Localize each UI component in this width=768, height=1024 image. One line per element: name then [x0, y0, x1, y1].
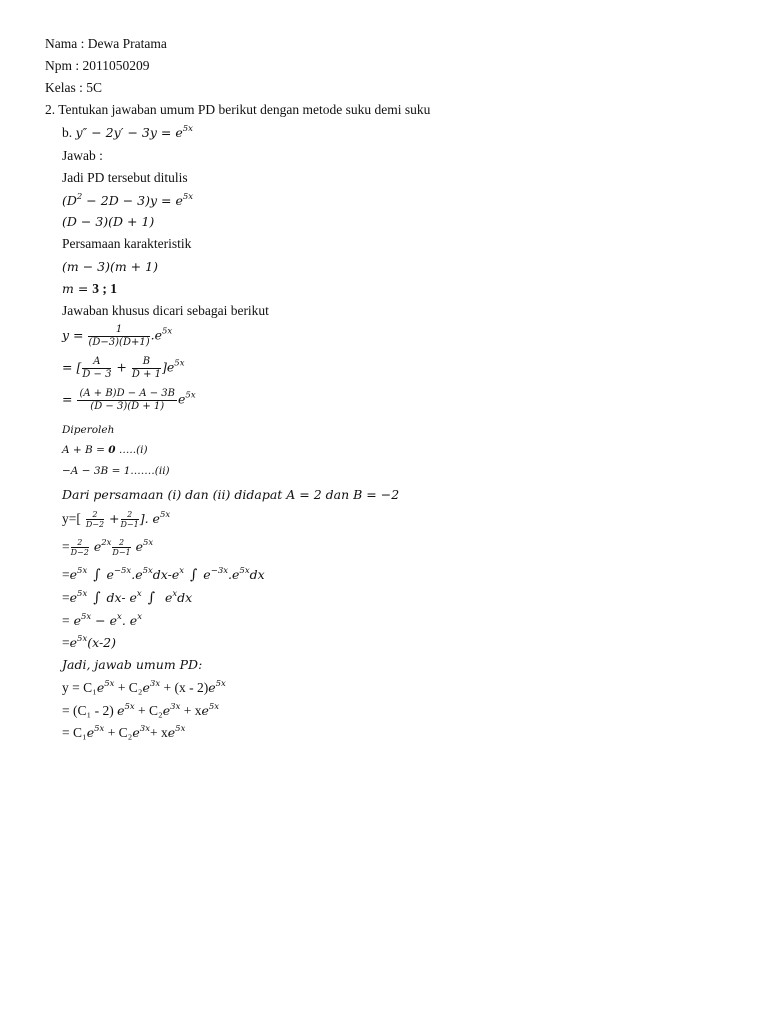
khusus-label: Jawaban khusus dicari sebagai berikut [62, 303, 269, 318]
equation-roots: m = 3 ; 1 [62, 281, 118, 296]
student-name: Nama : Dewa Pratama [45, 36, 167, 51]
equation-integral-1: $=e^{5x}$ ∫ $e^{-5x}.e^{5x}dx-e^x$ ∫ $e^{-3x}.e^{5x}dx$ [62, 566, 265, 583]
equation-operator-form: $(D^2 - 2D - 3)y = e^{5x}$ [62, 192, 194, 208]
equation-integral-2: $=e^{5x}$ ∫ dx- $e^x$ ∫ $e^xdx$ [62, 589, 193, 606]
equation-substitution: y=[ $\frac{2}{D-2}$ + $\frac{2}{D-1}$ ]. $e^{5x}$ [62, 510, 171, 530]
diperoleh-label: Diperoleh [62, 424, 115, 436]
equation-characteristic: (m − 3)(m + 1) [62, 259, 158, 274]
question-text: 2. Tentukan jawaban umum PD berikut dengan metode suku demi suku [45, 102, 431, 117]
student-class: Kelas : 5C [45, 80, 102, 95]
student-npm: Npm : 2011050209 [45, 58, 150, 73]
equation-particular-result: $=e^{5x}(x-2)$ [62, 634, 116, 650]
ditulis-label: Jadi PD tersebut ditulis [62, 170, 188, 185]
equation-problem: b. $y'' - 2y' - 3y = e^{5x}$ [62, 124, 193, 140]
equation-step-expand: = $\frac{2}{D-2}$ $e^{2x}$ $\frac{2}{D-1}$ $e^{5x}$ [62, 538, 154, 558]
general-solution-1: $y = C_1e^{5x} + C_2e^{3x} + (x - 2)e^{5x}$ [62, 679, 226, 695]
dari-persamaan-line: Dari persamaan (i) dan (ii) didapat A = 2 dan B = −2 [62, 487, 400, 502]
item-label: b. [62, 125, 73, 140]
equation-particular: y = $\frac{1}{(D-3)(D+1)}$ $.e^{5x}$ [62, 324, 173, 348]
jadi-umum-label: Jadi, jawab umum PD: [62, 657, 203, 672]
equation-integral-result: = $e^{5x} - e^x$. $e^x$ [62, 612, 142, 628]
general-solution-3: = $C_1e^{5x} + C_2e^{3x}+ xe^{5x}$ [62, 724, 186, 740]
equation-factored: (D − 3)(D + 1) [62, 214, 155, 229]
equation-i: A + B = 0 …..(i) [62, 444, 148, 456]
equation-ii: −A − 3B = 1.……(ii) [62, 465, 170, 477]
equation-combined-fraction: = $\frac{(A + B)D - A - 3B}{(D - 3)(D + 1)}$ $e^{5x}$ [62, 388, 196, 412]
general-solution-2: = (C₁ - 2) $e^{5x} + C_2e^{3x} + xe^{5x}$ [62, 702, 220, 718]
equation-partial-fraction: = [ $\frac{A}{D - 3}$ + $\frac{B}{D + 1}$ ]$e^{5x}$ [62, 356, 185, 380]
jawab-label: Jawab : [62, 148, 103, 163]
karakteristik-label: Persamaan karakteristik [62, 236, 192, 251]
